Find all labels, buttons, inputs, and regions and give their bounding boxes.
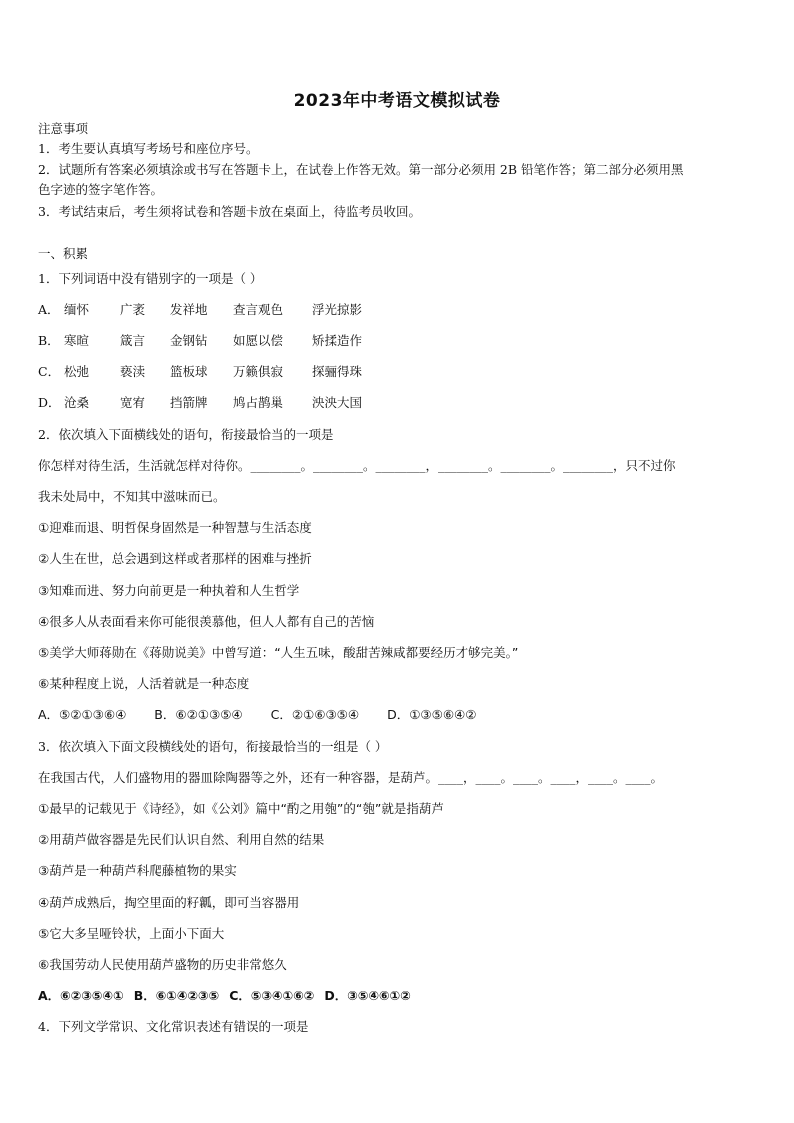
q2-item-6: ⑥某种程度上说，人活着就是一种态度	[38, 676, 250, 691]
option-letter: B．	[38, 333, 60, 348]
q3-answer-d[interactable]: D．③⑤④⑥①②	[324, 988, 411, 1003]
q3-item-3: ③葫芦是一种葫芦科爬藤植物的果实	[38, 863, 237, 878]
option-word: 查言观色	[233, 302, 284, 317]
q2-passage-line1: 你怎样对待生活，生活就怎样对待你。________。________。________，________。________。________，只不过你	[38, 458, 676, 473]
q3-item-6: ⑥我国劳动人民使用葫芦盛物的历史非常悠久	[38, 957, 287, 972]
option-word: 沧桑	[64, 395, 90, 410]
option-word: 缅怀	[64, 302, 90, 317]
q1-stem: 1．下列词语中没有错别字的一项是（ ）	[38, 271, 263, 286]
q3-answer-c[interactable]: C．⑤③④①⑥②	[229, 988, 315, 1003]
option-word: 篮板球	[170, 364, 208, 379]
q3-item-1: ①最早的记载见于《诗经》，如《公刘》篇中“酌之用匏”的“匏”就是指葫芦	[38, 801, 444, 816]
option-word: 矫揉造作	[312, 333, 363, 348]
notes-item-3: 3．考试结束后，考生须将试卷和答题卡放在桌面上，待监考员收回。	[38, 204, 421, 219]
q2-item-1: ①迎难而退、明哲保身固然是一种智慧与生活态度	[38, 520, 312, 535]
option-word: 箴言	[120, 333, 146, 348]
notes-item-2: 2．试题所有答案必须填涂或书写在答题卡上，在试卷上作答无效。第一部分必须用 2B 铅笔作答；第二部分必须用黑	[38, 162, 684, 177]
section-heading: 一、积累	[38, 246, 89, 261]
option-word: 浮光掠影	[312, 302, 363, 317]
q2-answer-a[interactable]: A．⑤②①③⑥④	[38, 707, 127, 722]
q2-answer-d[interactable]: D．①③⑤⑥④②	[387, 707, 477, 722]
option-word: 松弛	[64, 364, 90, 379]
q3-stem: 3．依次填入下面文段横线处的语句，衔接最恰当的一组是（ ）	[38, 739, 388, 754]
q2-item-5: ⑤美学大师蒋勋在《蒋勋说美》中曾写道：“人生五味，酸甜苦辣咸都要经历才够完美。”	[38, 645, 519, 660]
q2-answer-c[interactable]: C．②①⑥③⑤④	[270, 707, 360, 722]
q3-answers	[38, 987, 421, 1005]
q3-answer-a[interactable]: A．⑥②③⑤④①	[38, 988, 124, 1003]
q1-option-b[interactable]	[38, 332, 362, 350]
q3-answer-b[interactable]: B．⑥①④②③⑤	[133, 988, 220, 1003]
option-word: 万籁俱寂	[233, 364, 284, 379]
q2-item-2: ②人生在世，总会遇到这样或者那样的困难与挫折	[38, 551, 312, 566]
option-letter: C．	[38, 364, 61, 379]
q2-stem: 2．依次填入下面横线处的语句，衔接最恰当的一项是	[38, 427, 334, 442]
option-word: 发祥地	[170, 302, 208, 317]
q1-option-a[interactable]	[38, 301, 362, 319]
q2-item-4: ④很多人从表面看来你可能很羡慕他，但人人都有自己的苦恼	[38, 614, 375, 629]
notes-heading: 注意事项	[38, 121, 89, 136]
option-word: 探骊得珠	[312, 364, 363, 379]
option-letter: A．	[38, 302, 60, 317]
q1-option-d[interactable]	[38, 394, 362, 412]
page-title: 2023年中考语文模拟试卷	[293, 91, 501, 111]
q1-option-c[interactable]	[38, 363, 362, 381]
option-word: 亵渎	[120, 364, 146, 379]
option-word: 如愿以偿	[233, 333, 284, 348]
option-letter: D．	[38, 395, 61, 410]
q3-passage-line1: 在我国古代，人们盛物用的器皿除陶器等之外，还有一种容器，是葫芦。____，____。____。____，____。____。	[38, 770, 664, 785]
option-word: 挡箭牌	[170, 395, 208, 410]
option-word: 宽宥	[120, 395, 146, 410]
q4-stem: 4．下列文学常识、文化常识表述有错误的一项是	[38, 1019, 309, 1034]
option-word: 鸠占鹊巢	[233, 395, 284, 410]
notes-item-2-cont: 色字迹的签字笔作答。	[38, 182, 164, 197]
option-word: 寒暄	[64, 333, 90, 348]
q3-item-2: ②用葫芦做容器是先民们认识自然、利用自然的结果	[38, 832, 325, 847]
option-word: 金钢钻	[170, 333, 208, 348]
option-word: 广袤	[120, 302, 146, 317]
option-word: 泱泱大国	[312, 395, 363, 410]
notes-item-1: 1．考生要认真填写考场号和座位序号。	[38, 141, 259, 156]
q2-answers	[38, 706, 504, 724]
q2-item-3: ③知难而进、努力向前更是一种执着和人生哲学	[38, 583, 300, 598]
q3-item-4: ④葫芦成熟后，掏空里面的籽瓤，即可当容器用	[38, 895, 300, 910]
q3-item-5: ⑤它大多呈哑铃状，上面小下面大	[38, 926, 225, 941]
q2-passage-line2: 我未处局中，不知其中滋味而已。	[38, 489, 226, 504]
q2-answer-b[interactable]: B．⑥②①③⑤④	[154, 707, 243, 722]
